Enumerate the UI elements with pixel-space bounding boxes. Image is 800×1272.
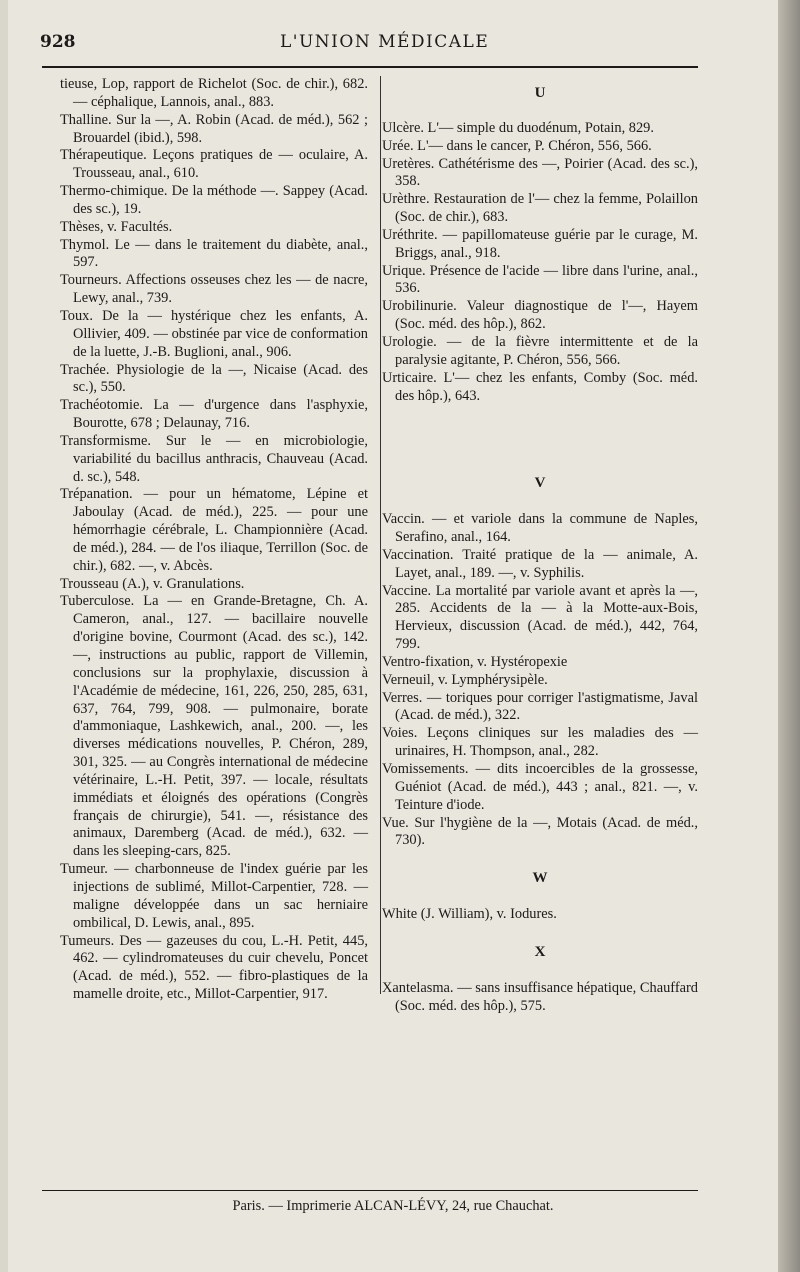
index-entry: Thérapeutique. Leçons pratiques de — oculaire, A. Trousseau, anal., 610.: [60, 147, 368, 182]
index-entry: Thymol. Le — dans le traitement du diabète, anal., 597.: [60, 236, 368, 271]
index-entry: Tuberculose. La — en Grande-Bretagne, Ch. A. Cameron, anal., 127. — bacillaire nouvelle d'origine bovine, Courmont (Acad. des sc.), 142. —, instructions au public, rapport de Villemin, conclusions sur la prophylaxie, discussion à l'Académie de médecine, 161, 226, 250, 285, 631, 637, 764, 799, 908. — pulmonaire, borate d'ammoniaque, Lashkewich, anal., 200. —, les diverses médications nouvelles, P. Chéron, 289, 301, 325. — au Congrès international de médecine vétérinaire, L.-H. Petit, 397. — locale, résultats immédiats et éloignés des opérations (Congrès français de chirurgie), 541. —, résistance des animaux, Daremberg (Acad. de méd.), 632. — dans les sleeping-cars, 825.: [60, 593, 368, 860]
index-entry: Urique. Présence de l'acide — libre dans l'urine, anal., 536.: [382, 262, 698, 297]
index-entry: Vomissements. — dits incoercibles de la grossesse, Guéniot (Acad. de méd.), 443 ; anal., 821. —, v. Teinture d'iode.: [382, 761, 698, 813]
index-entry: White (J. William), v. Iodures.: [382, 906, 557, 923]
index-entry: Vaccin. — et variole dans la commune de Naples, Serafino, anal., 164.: [382, 511, 698, 546]
index-entry: Vaccination. Traité pratique de la — animale, A. Layet, anal., 189. —, v. Syphilis.: [382, 546, 698, 581]
index-entry: Trépanation. — pour un hématome, Lépine et Jaboulay (Acad. de méd.), 225. — pour une hémorrhagie cérébrale, L. Championnière (Acad. de méd.), 284. — de l'os iliaque, Terrillon (Soc. de chir.), 682. —, v. Abcès.: [60, 486, 368, 574]
index-entry: Trachée. Physiologie de la —, Nicaise (Acad. des sc.), 550.: [60, 361, 368, 396]
index-entry: Tumeur. — charbonneuse de l'index guérie par les injections de sublimé, Millot-Carpentier, 728. — maligne développée dans un sac herniaire ombilical, D. Lewis, anal., 895.: [60, 861, 368, 931]
page-number: 928: [40, 32, 76, 52]
left-column: [60, 76, 368, 1004]
index-entry: Tourneurs. Affections osseuses chez les — de nacre, Lewy, anal., 739.: [60, 272, 368, 307]
page-edge-shadow: [778, 0, 800, 1272]
index-entry: Uréthrite. — papillomateuse guérie par le curage, M. Briggs, anal., 918.: [382, 226, 698, 261]
index-entry: Urticaire. L'— chez les enfants, Comby (Soc. méd. des hôp.), 643.: [382, 369, 698, 404]
journal-title: L'UNION MÉDICALE: [280, 32, 490, 52]
index-entry: Ulcère. L'— simple du duodénum, Potain, 829.: [382, 119, 654, 136]
running-header: [8, 26, 778, 62]
index-entry: Urologie. — de la fièvre intermittente et de la paralysie agitante, P. Chéron, 556, 566.: [382, 333, 698, 368]
index-entry: Vaccine. La mortalité par variole avant et après la —, 285. Accidents de la — à la Motte-aux-Bois, Hervieux, discussion (Acad. de méd.), 442, 764, 799.: [382, 582, 698, 653]
page: [8, 0, 778, 1272]
index-entry: Transformisme. Sur le — en microbiologie, variabilité du bacillus anthracis, Chauveau (Acad. d. sc.), 548.: [60, 432, 368, 485]
index-entry: Vue. Sur l'hygiène de la —, Motais (Acad. de méd., 730).: [382, 814, 698, 849]
section-letter-w: W: [532, 870, 548, 887]
section-letter-u: U: [534, 85, 546, 101]
index-entry: Uretères. Cathétérisme des —, Poirier (Acad. des sc.), 358.: [382, 155, 698, 190]
index-entry: Xantelasma. — sans insuffisance hépatique, Chauffard (Soc. méd. des hôp.), 575.: [382, 979, 698, 1014]
column-divider: [380, 76, 381, 994]
index-entry: Trachéotomie. La — d'urgence dans l'asphyxie, Bourotte, 678 ; Delaunay, 716.: [60, 397, 368, 432]
index-entry: Ventro-fixation, v. Hystéropexie: [382, 653, 568, 670]
index-entry: Thalline. Sur la —, A. Robin (Acad. de méd.), 562 ; Brouardel (ibid.), 598.: [60, 111, 368, 146]
right-column: [382, 76, 698, 1015]
index-entry: Urée. L'— dans le cancer, P. Chéron, 556, 566.: [382, 137, 652, 154]
index-entry: Thermo-chimique. De la méthode —. Sappey (Acad. des sc.), 19.: [60, 183, 368, 217]
section-letter-v: V: [534, 475, 546, 492]
index-entry: Verneuil, v. Lymphérysipèle.: [382, 671, 548, 688]
index-entry: Thèses, v. Facultés.: [60, 218, 173, 235]
index-entry: Voies. Leçons cliniques sur les maladies des — urinaires, H. Thompson, anal., 282.: [382, 725, 698, 760]
index-entry: Urobilinurie. Valeur diagnostique de l'—, Hayem (Soc. méd. des hôp.), 862.: [382, 298, 698, 333]
index-entry: Toux. De la — hystérique chez les enfants, A. Ollivier, 409. — obstinée par vice de conformation de la luette, J.-B. Buglioni, anal., 906.: [60, 307, 368, 360]
index-entry: Trousseau (A.), v. Granulations.: [60, 575, 245, 592]
index-entry: Verres. — toriques pour corriger l'astigmatisme, Javal (Acad. de méd.), 322.: [382, 689, 698, 724]
header-rule: [42, 66, 698, 68]
section-letter-x: X: [534, 943, 546, 960]
index-entry: Tumeurs. Des — gazeuses du cou, L.-H. Petit, 445, 462. — cylindromateuses du cuir chevelu, Poncet (Acad. de méd.), 552. — fibro-plastiques de la mamelle droite, etc., Millot-Carpentier, 917.: [60, 932, 368, 1003]
printer-imprint: Paris. — Imprimerie ALCAN-LÉVY, 24, rue Chauchat.: [232, 1198, 554, 1214]
index-entry: tieuse, Lop, rapport de Richelot (Soc. de chir.), 682. — céphalique, Lannois, anal., 883.: [60, 76, 368, 110]
index-entry: Urèthre. Restauration de l'— chez la femme, Polaillon (Soc. de chir.), 683.: [382, 191, 698, 226]
footer-rule: [42, 1190, 698, 1191]
